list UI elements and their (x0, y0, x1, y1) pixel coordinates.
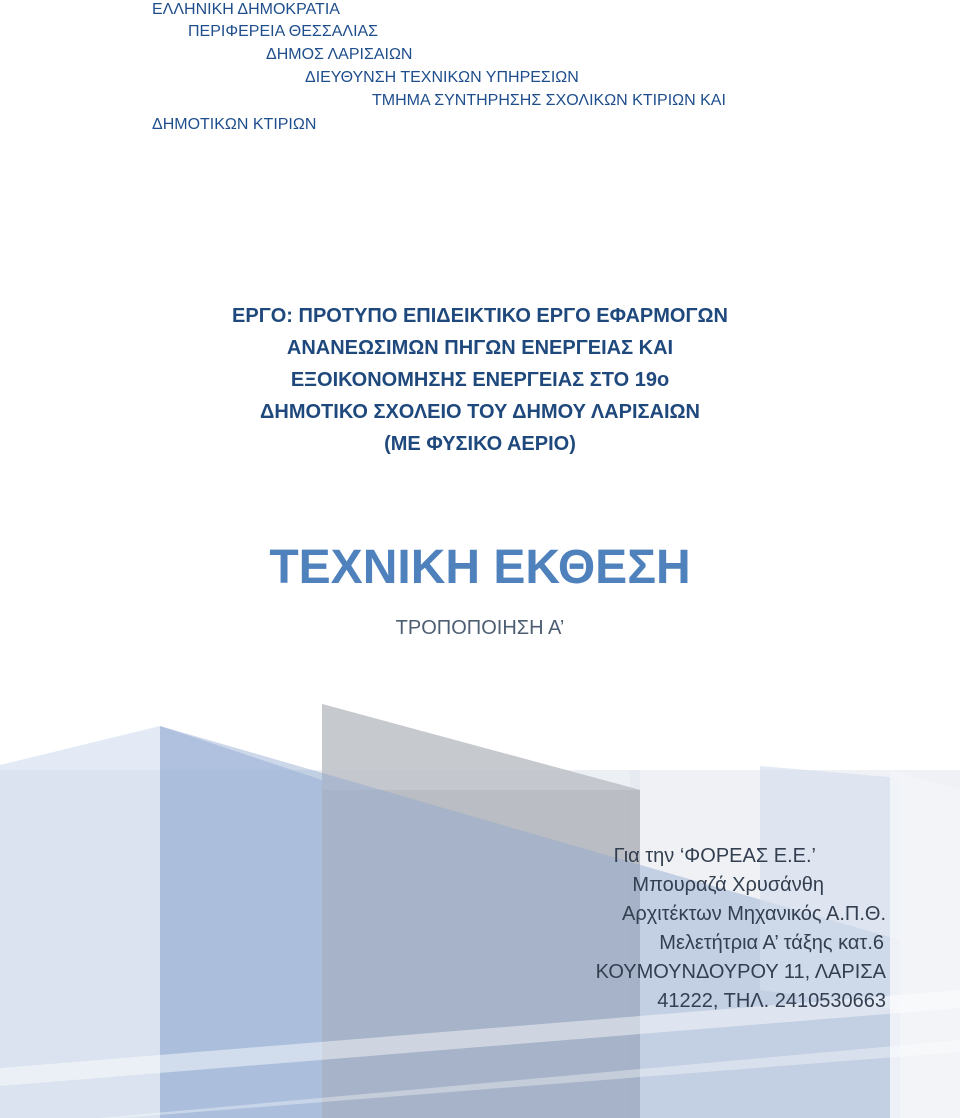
header-line-department: ΤΜΗΜΑ ΣΥΝΤΗΡΗΣΗΣ ΣΧΟΛΙΚΩΝ ΚΤΙΡΙΩΝ ΚΑΙ (372, 92, 726, 109)
project-line: ΕΞΟΙΚΟΝΟΜΗΣΗΣ ΕΝΕΡΓΕΙΑΣ ΣΤΟ 19ο (290, 369, 670, 391)
project-line: ΔΗΜΟΤΙΚΟ ΣΧΟΛΕΙΟ ΤΟΥ ΔΗΜΟΥ ΛΑΡΙΣΑΙΩΝ (260, 401, 700, 423)
header-line-region: ΠΕΡΙΦΕΡΕΙΑ ΘΕΣΣΑΛΙΑΣ (188, 23, 379, 40)
author-line-name: Μπουραζά Χρυσάνθη (632, 874, 824, 896)
header-line-municipality: ΔΗΜΟΣ ΛΑΡΙΣΑΙΩΝ (266, 46, 413, 63)
author-line-address: ΚΟΥΜΟΥΝΔΟΥΡΟΥ 11, ΛΑΡΙΣΑ (595, 961, 886, 983)
header-line-directorate: ΔΙΕΥΘΥΝΣΗ ΤΕΧΝΙΚΩΝ ΥΠΗΡΕΣΙΩΝ (305, 69, 579, 86)
author-line-contractor: Για την ‘ΦΟΡΕΑΣ Ε.Ε.’ (613, 845, 816, 867)
header-line-republic: ΕΛΛΗΝΙΚΗ ΔΗΜΟΚΡΑΤΙΑ (152, 1, 340, 18)
author-line-profession: Αρχιτέκτων Μηχανικός Α.Π.Θ. (622, 903, 886, 925)
project-title (0, 300, 960, 460)
project-line: (ΜΕ ΦΥΣΙΚΟ ΑΕΡΙΟ) (384, 433, 576, 455)
author-line-license: Μελετήτρια Α’ τάξης κατ.6 (659, 932, 884, 954)
author-line-phone: 41222, ΤΗΛ. 2410530663 (657, 990, 886, 1012)
header-line-department-cont: ΔΗΜΟΤΙΚΩΝ ΚΤΙΡΙΩΝ (152, 116, 317, 133)
project-line: ΕΡΓΟ: ΠΡΟΤΥΠΟ ΕΠΙΔΕΙΚΤΙΚΟ ΕΡΓΟ ΕΦΑΡΜΟΓΩΝ (232, 305, 728, 327)
decor-right-white (890, 770, 960, 1118)
project-line: ΑΝΑΝΕΩΣΙΜΩΝ ΠΗΓΩΝ ΕΝΕΡΓΕΙΑΣ ΚΑΙ (286, 337, 674, 359)
revision-label: ΤΡΟΠΟΠΟΙΗΣΗ Α’ (395, 617, 565, 639)
document-title: ΤΕΧΝΙΚΗ ΕΚΘΕΣΗ (269, 541, 691, 594)
author-block (596, 842, 886, 1016)
